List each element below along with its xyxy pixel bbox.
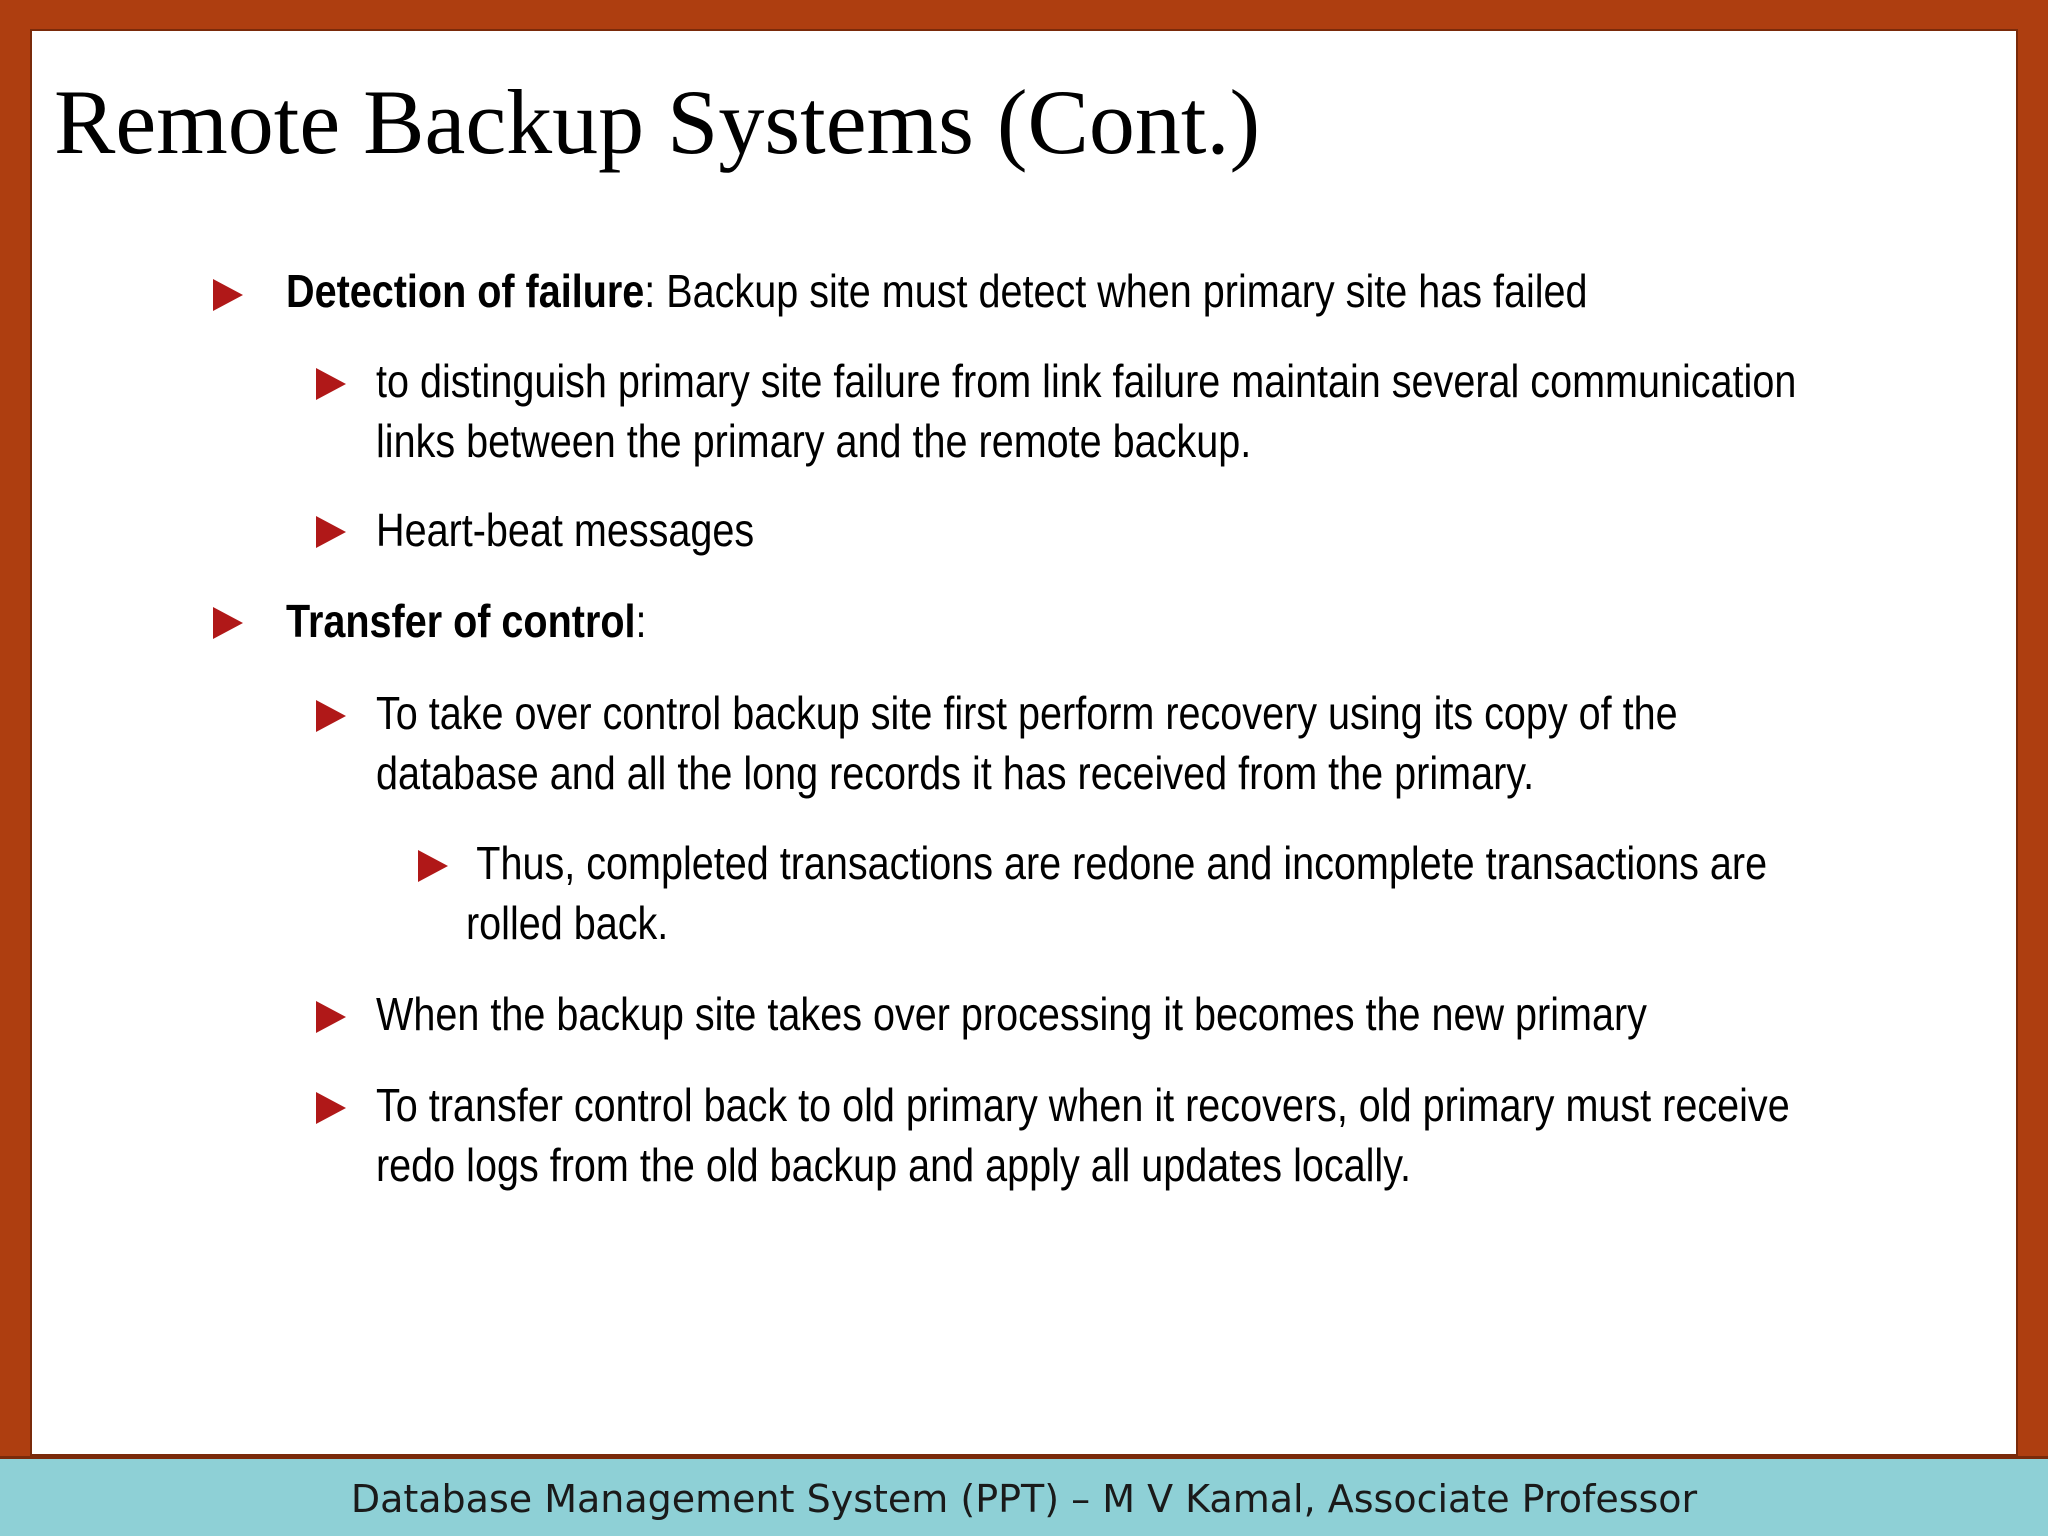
bullet-text-line2: database and all the long records it has received from the primary. [376,747,1535,799]
bullet-redone-rolled-back [466,833,1767,953]
triangle-right-icon [316,700,346,732]
bullet-text-line2: rolled back. [466,897,669,949]
bullet-transfer-of-control [286,591,646,651]
bullet-text-line1: To take over control backup site first perform recovery using its copy of the [376,687,1678,739]
bullet-text-line1: Thus, completed transactions are redone and incomplete transactions are [466,837,1768,889]
bullet-new-primary [376,984,1647,1044]
bullet-detection-of-failure [286,261,1588,321]
triangle-right-icon [316,1092,346,1124]
bullet-text: : [635,595,647,647]
bullet-text-line1: To transfer control back to old primary when it recovers, old primary must receive [376,1079,1790,1131]
bullet-distinguish-failure [376,351,1796,471]
triangle-right-icon [316,368,346,400]
bullet-text-line2: redo logs from the old backup and apply all updates locally. [376,1139,1412,1191]
bullet-take-over-control [376,683,1678,803]
bullet-text: Heart-beat messages [376,504,755,556]
triangle-right-icon [316,1001,346,1033]
triangle-right-icon [213,279,243,311]
slide-title: Remote Backup Systems (Cont.) [54,71,1261,173]
triangle-right-icon [213,607,243,639]
bullet-heart-beat [376,500,754,560]
triangle-right-icon [418,850,448,882]
triangle-right-icon [316,516,346,548]
bullet-text-line1: to distinguish primary site failure from link failure maintain several communication [376,355,1797,407]
bullet-transfer-control-back [376,1075,1790,1195]
bullet-text-line2: links between the primary and the remote backup. [376,415,1252,467]
bullet-text: When the backup site takes over processing it becomes the new primary [376,988,1647,1040]
footer-text: Database Management System (PPT) – M V Kamal, Associate Professor [350,1477,1698,1521]
bullet-label: Transfer of control [286,595,636,647]
bullet-label: Detection of failure [286,265,645,317]
slide-footer [0,1456,2048,1536]
bullet-text: : Backup site must detect when primary site has failed [644,265,1588,317]
